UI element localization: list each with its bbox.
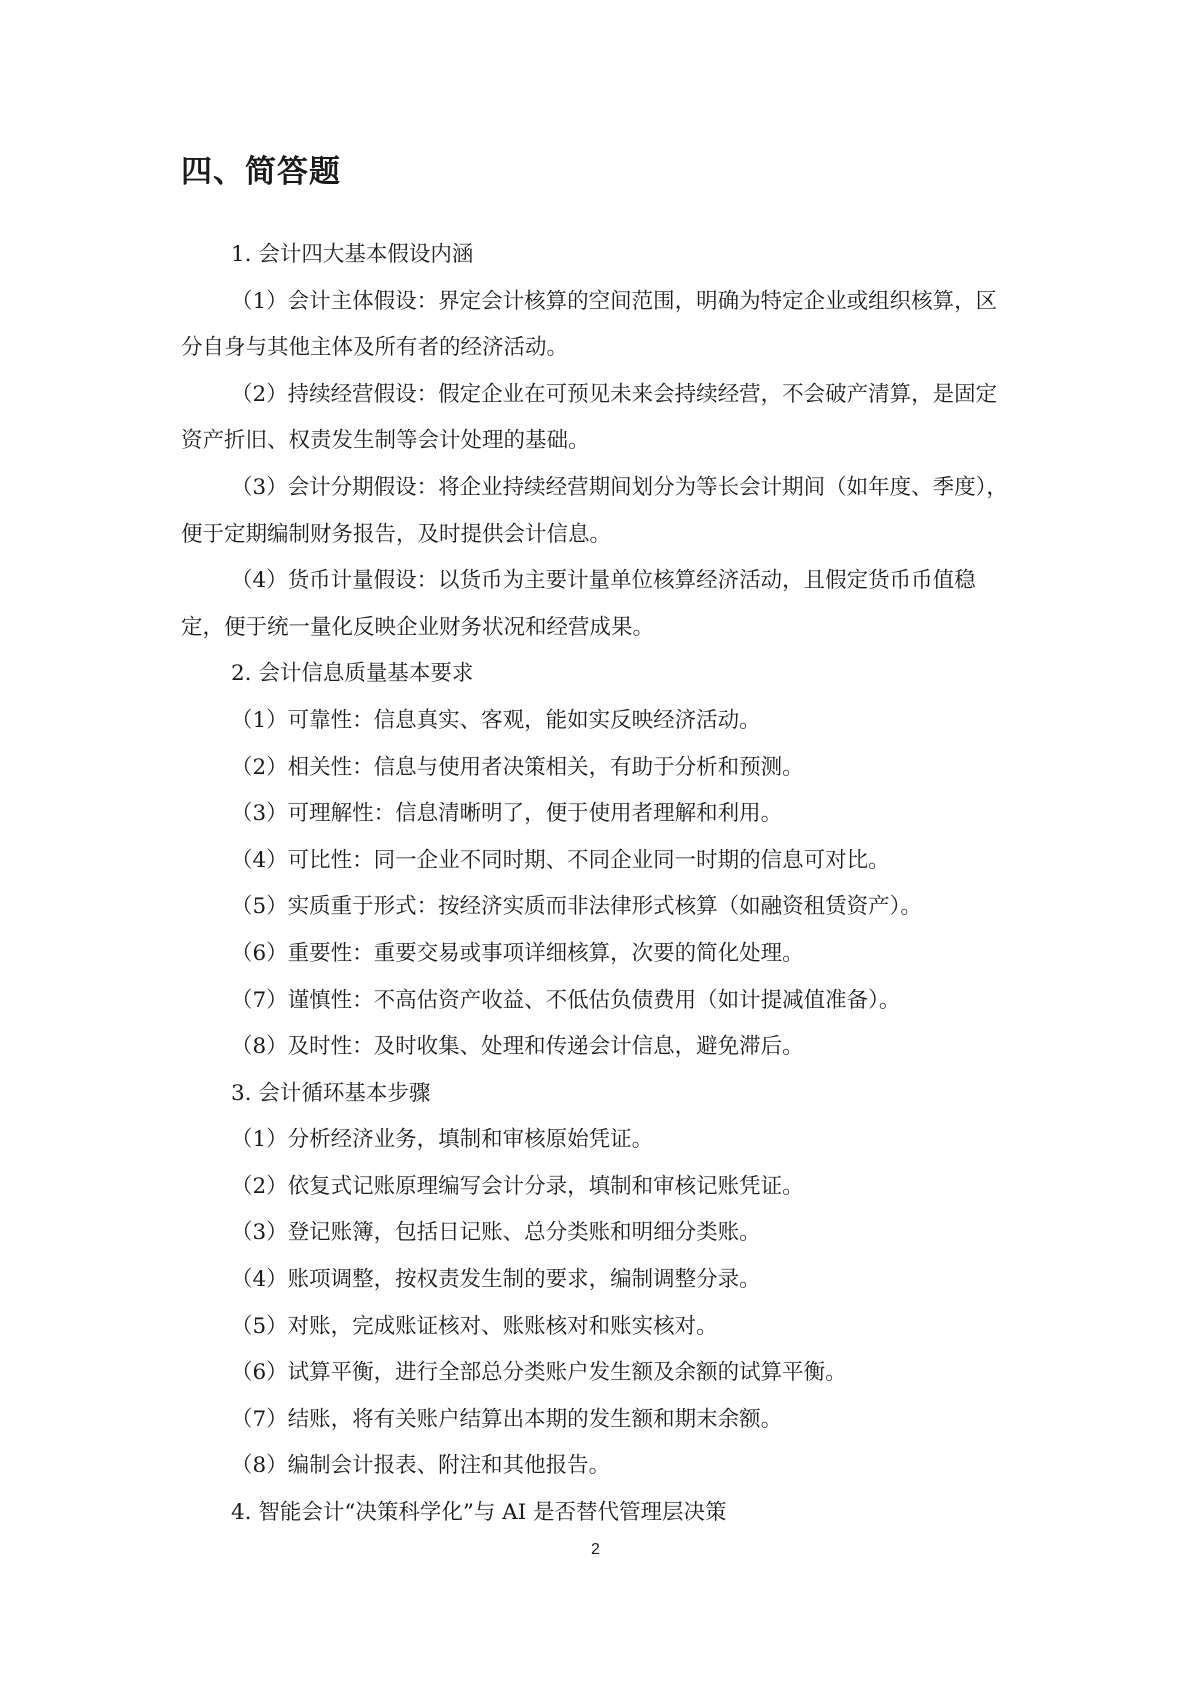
question-2-item-8: （8）及时性：及时收集、处理和传递会计信息，避免滞后。: [231, 1034, 804, 1060]
question-3-item-1: （1）分析经济业务，填制和审核原始凭证。: [231, 1127, 654, 1153]
question-2-item-5: （5）实质重于形式：按经济实质而非法律形式核算（如融资租赁资产）。: [231, 894, 922, 920]
question-1-item-1: （1）会计主体假设：界定会计核算的空间范围，明确为特定企业或组织核算，区分自身与其他主体及所有者的经济活动。: [181, 288, 998, 361]
question-1-item-2: （2）持续经营假设：假定企业在可预见未来会持续经营，不会破产清算，是固定资产折旧、权责发生制等会计处理的基础。: [181, 381, 998, 454]
question-2-item-7: （7）谨慎性：不高估资产收益、不低估负债费用（如计提减值准备）。: [231, 987, 901, 1013]
question-2-item-3: （3）可理解性：信息清晰明了，便于使用者理解和利用。: [231, 801, 783, 827]
question-3-item-4: （4）账项调整，按权责发生制的要求，编制调整分录。: [231, 1267, 761, 1293]
question-1-item-4: （4）货币计量假设：以货币为主要计量单位核算经济活动，且假定货币币值稳定，便于统一量化反映企业财务状况和经营成果。: [181, 568, 976, 640]
question-2-item-6: （6）重要性：重要交易或事项详细核算，次要的简化处理。: [231, 940, 804, 966]
question-1-item-3: （3）会计分期假设：将企业持续经营期间划分为等长会计期间（如年度、季度），便于定期编制财务报告，及时提供会计信息。: [181, 474, 1008, 547]
question-4-heading: 4. 智能会计“决策科学化”与 AI 是否替代管理层决策: [231, 1500, 727, 1526]
section-title: 四、简答题: [181, 154, 341, 190]
question-3-item-7: （7）结账，将有关账户结算出本期的发生额和期末余额。: [231, 1406, 783, 1432]
question-3-item-8: （8）编制会计报表、附注和其他报告。: [231, 1453, 611, 1479]
question-2-item-2: （2）相关性：信息与使用者决策相关，有助于分析和预测。: [231, 754, 804, 780]
question-3-item-5: （5）对账，完成账证核对、账账核对和账实核对。: [231, 1313, 718, 1339]
question-3-item-6: （6）试算平衡，进行全部总分类账户发生额及余额的试算平衡。: [231, 1360, 847, 1386]
answer-content: [181, 232, 1011, 1537]
question-2-item-1: （1）可靠性：信息真实、客观，能如实反映经济活动。: [231, 707, 761, 733]
question-2-heading: 2. 会计信息质量基本要求: [231, 661, 474, 687]
question-3-item-2: （2）依复式记账原理编写会计分录，填制和审核记账凭证。: [231, 1173, 804, 1199]
page-number: 2: [591, 1541, 600, 1558]
question-2-item-4: （4）可比性：同一企业不同时期、不同企业同一时期的信息可对比。: [231, 847, 890, 873]
question-3-heading: 3. 会计循环基本步骤: [231, 1080, 431, 1106]
question-1-heading: 1. 会计四大基本假设内涵: [231, 242, 474, 267]
question-3-item-3: （3）登记账簿，包括日记账、总分类账和明细分类账。: [231, 1220, 761, 1246]
